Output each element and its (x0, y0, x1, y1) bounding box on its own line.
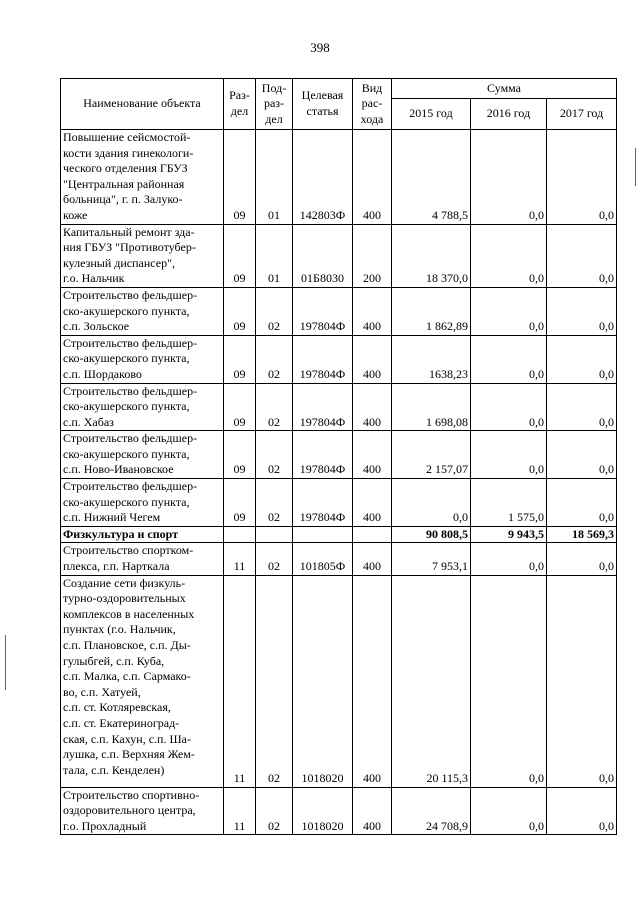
section-code: 09 (224, 431, 256, 479)
amount-2015: 1 698,08 (392, 383, 471, 431)
category-total-row (61, 526, 617, 543)
amount-2016: 0,0 (471, 543, 547, 575)
amount-2017: 0,0 (547, 130, 617, 225)
table-row (61, 130, 617, 225)
section-code: 09 (224, 335, 256, 383)
budget-table (60, 78, 617, 835)
subsection-code: 02 (256, 383, 293, 431)
target-article: 01Б8030 (293, 224, 353, 287)
total-2017: 18 569,3 (547, 526, 617, 543)
subsection-code: 01 (256, 224, 293, 287)
amount-2015: 1 862,89 (392, 287, 471, 335)
expense-type: 400 (353, 383, 392, 431)
section-code: 09 (224, 130, 256, 225)
amount-2017: 0,0 (547, 575, 617, 787)
amount-2016: 0,0 (471, 287, 547, 335)
amount-2015: 0,0 (392, 479, 471, 527)
subsection-code: 02 (256, 479, 293, 527)
expense-type: 400 (353, 575, 392, 787)
amount-2017: 0,0 (547, 335, 617, 383)
amount-2016: 0,0 (471, 575, 547, 787)
section-code: 09 (224, 287, 256, 335)
target-article: 1018020 (293, 787, 353, 835)
amount-2017: 0,0 (547, 431, 617, 479)
amount-2017: 0,0 (547, 543, 617, 575)
scan-edge-mark (5, 635, 6, 690)
subsection-code: 02 (256, 431, 293, 479)
section-code: 09 (224, 224, 256, 287)
table-row (61, 224, 617, 287)
total-2015: 90 808,5 (392, 526, 471, 543)
target-article: 197804Ф (293, 383, 353, 431)
expense-type: 400 (353, 787, 392, 835)
amount-2015: 24 708,9 (392, 787, 471, 835)
subsection-code: 02 (256, 335, 293, 383)
target-article: 197804Ф (293, 431, 353, 479)
header-target-article: Целевая статья (293, 79, 353, 130)
header-2016: 2016 год (471, 99, 547, 130)
section-code: 09 (224, 479, 256, 527)
expense-type: 400 (353, 543, 392, 575)
target-article (293, 526, 353, 543)
expense-type: 400 (353, 479, 392, 527)
amount-2017: 0,0 (547, 787, 617, 835)
amount-2017: 0,0 (547, 479, 617, 527)
amount-2015: 20 115,3 (392, 575, 471, 787)
subsection-code: 01 (256, 130, 293, 225)
header-name: Наименование объекта (61, 79, 224, 130)
section-code: 11 (224, 575, 256, 787)
target-article: 197804Ф (293, 335, 353, 383)
target-article: 197804Ф (293, 287, 353, 335)
total-2016: 9 943,5 (471, 526, 547, 543)
object-name: Капитальный ремонт зда- ния ГБУЗ "Противотубер- кулезный диспансер", г.о. Нальчик (61, 224, 224, 287)
object-name: Строительство спортком- плекса, г.п. Нарткала (61, 543, 224, 575)
amount-2016: 0,0 (471, 787, 547, 835)
expense-type: 400 (353, 287, 392, 335)
table-row (61, 787, 617, 835)
section-code (224, 526, 256, 543)
subsection-code (256, 526, 293, 543)
table-row (61, 287, 617, 335)
expense-type: 400 (353, 335, 392, 383)
amount-2015: 2 157,07 (392, 431, 471, 479)
target-article: 1018020 (293, 575, 353, 787)
object-name: Строительство фельдшер- ско-акушерского пункта, с.п. Шордаково (61, 335, 224, 383)
header-2015: 2015 год (392, 99, 471, 130)
section-code: 11 (224, 787, 256, 835)
object-name: Строительство фельдшер- ско-акушерского пункта, с.п. Ново-Ивановское (61, 431, 224, 479)
expense-type: 400 (353, 130, 392, 225)
object-name: Создание сети физкуль- турно-оздоровительных комплексов в населенных пунктах (г.о. Нальчик, с.п. Плановское, с.п. Ды- гулыбгей, с.п. Куба, с.п. Малка, с.п. Сармако- во, с.п. Хатуей, с.п. ст. Котляревская, с.п. ст. Екатериноград- ская, с.п. Кахун, с.п. Ша- лушка, с.п. Верхняя Жем- тала, с.п. Кенделен) (61, 575, 224, 787)
subsection-code: 02 (256, 543, 293, 575)
amount-2017: 0,0 (547, 287, 617, 335)
table-row (61, 431, 617, 479)
table-row (61, 383, 617, 431)
amount-2016: 0,0 (471, 224, 547, 287)
amount-2015: 7 953,1 (392, 543, 471, 575)
amount-2015: 18 370,0 (392, 224, 471, 287)
amount-2017: 0,0 (547, 383, 617, 431)
amount-2016: 0,0 (471, 130, 547, 225)
header-expense-type: Вид рас- хода (353, 79, 392, 130)
section-code: 09 (224, 383, 256, 431)
subsection-code: 02 (256, 787, 293, 835)
section-code: 11 (224, 543, 256, 575)
header-sum: Сумма (392, 79, 617, 99)
target-article: 142803Ф (293, 130, 353, 225)
object-name: Строительство спортивно- оздоровительного центра, г.о. Прохладный (61, 787, 224, 835)
header-2017: 2017 год (547, 99, 617, 130)
target-article: 197804Ф (293, 479, 353, 527)
object-name: Строительство фельдшер- ско-акушерского пункта, с.п. Нижний Чегем (61, 479, 224, 527)
amount-2016: 0,0 (471, 431, 547, 479)
subsection-code: 02 (256, 575, 293, 787)
amount-2016: 0,0 (471, 383, 547, 431)
amount-2016: 0,0 (471, 335, 547, 383)
object-name: Повышение сейсмостой- кости здания гинекологи- ческого отделения ГБУЗ "Центральная районная больница", г. п. Залуко- коже (61, 130, 224, 225)
target-article: 101805Ф (293, 543, 353, 575)
page-number: 398 (310, 40, 330, 55)
expense-type (353, 526, 392, 543)
subsection-code: 02 (256, 287, 293, 335)
table-row (61, 543, 617, 575)
amount-2015: 1638,23 (392, 335, 471, 383)
table-body (61, 130, 617, 835)
scan-edge-mark (635, 148, 636, 186)
amount-2017: 0,0 (547, 224, 617, 287)
header-section: Раз- дел (224, 79, 256, 130)
expense-type: 400 (353, 431, 392, 479)
object-name: Строительство фельдшер- ско-акушерского пункта, с.п. Зольское (61, 287, 224, 335)
header-subsection: Под- раз- дел (256, 79, 293, 130)
object-name: Строительство фельдшер- ско-акушерского пункта, с.п. Хабаз (61, 383, 224, 431)
table-row (61, 575, 617, 787)
amount-2016: 1 575,0 (471, 479, 547, 527)
category-name: Физкультура и спорт (61, 526, 224, 543)
expense-type: 200 (353, 224, 392, 287)
table-row (61, 335, 617, 383)
amount-2015: 4 788,5 (392, 130, 471, 225)
table-row (61, 479, 617, 527)
